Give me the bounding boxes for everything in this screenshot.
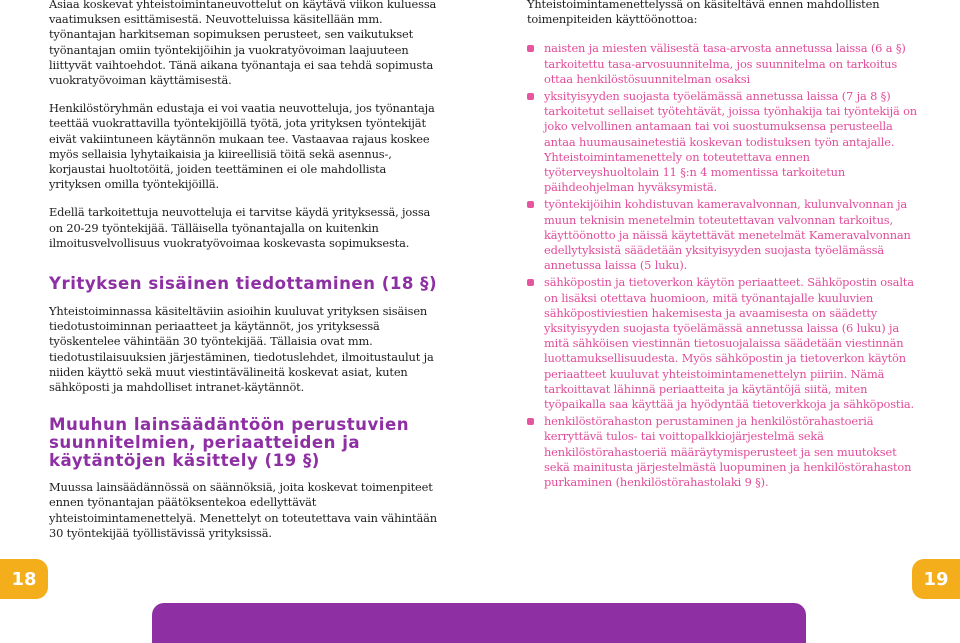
bottom-decorative-bar bbox=[152, 603, 806, 643]
left-column bbox=[49, 0, 441, 554]
paragraph-edella-tarkoitettuja: Edellä tarkoitettuja neuvotteluja ei tarvitse käydä yrityksessä, jossa on 20-29 työntekijää. Tälläisella työnantajalla on kuitenkin ilmoitusvelvollisuus vuokratyövoimaa koskevasta sopimuksesta. bbox=[49, 205, 431, 250]
list-item: naisten ja miesten välisestä tasa-arvosta annetussa laissa (6 a §) tarkoitettu tasa-arvosuunnitelma, jos suunnitelma on tarkoitus ottaa henkilöstösuunnitelman osaksi bbox=[527, 41, 919, 87]
section-heading-lainsaadanto: Muuhun lainsäädäntöön perustuvien suunnitelmien, periaatteiden ja käytäntöjen käsittely (19 §) bbox=[49, 415, 410, 471]
bullet-square-icon bbox=[527, 201, 534, 208]
section-heading-tiedottaminen: Yrityksen sisäinen tiedottaminen (18 §) bbox=[49, 274, 438, 294]
bullet-square-icon bbox=[527, 418, 534, 425]
intro-text: Yhteistoimintamenettelyssä on käsiteltävä ennen mahdollisten toimenpiteiden käyttöönottoa: bbox=[527, 0, 880, 27]
right-column bbox=[527, 0, 919, 492]
paragraph-lainsaadanto: Muussa lainsäädännössä on säännöksiä, joita koskevat toimenpiteet ennen työnantajan päätöksentekoa edellyttävät yhteistoimintamenettelyä. Menettelyt on toteutettava vain vähintään 30 työntekijää työllistävissä yrityksissä. bbox=[49, 480, 437, 540]
bullet-square-icon bbox=[527, 93, 534, 100]
page-number-right: 19 bbox=[912, 559, 960, 599]
page-number-left: 18 bbox=[0, 559, 48, 599]
bullet-list bbox=[527, 41, 919, 490]
list-item: henkilöstörahaston perustaminen ja henkilöstörahastoeriä kerryttävä tulos- tai voittopalkkiojärjestelmä sekä henkilöstörahastoeriä määräytymisperusteet ja sen muutokset sekä mainitusta järjestelmästä luopuminen ja henkilöstörahaston purkaminen (henkilöstörahastolaki 9 §). bbox=[527, 414, 919, 490]
bullet-square-icon bbox=[527, 279, 534, 286]
paragraph-tiedottaminen: Yhteistoiminnassa käsiteltäviin asioihin kuuluvat yrityksen sisäisen tiedotustoiminnan periaatteet ja käytännöt, jos yrityksessä työskentelee vähintään 30 työntekijää. Tällaisia ovat mm. tiedotustilaisuuksien järjestäminen, tiedotuslehdet, ilmoitustaulut ja niiden käyttö sekä muut viestintävälineitä koskevat asiat, kuten sähköposti ja mahdolliset intranet-käytännöt. bbox=[49, 304, 434, 395]
list-item: yksityisyyden suojasta työelämässä annetussa laissa (7 ja 8 §) tarkoitetut sellaiset työtehtävät, joissa työnhakija tai työntekijä on joko velvollinen antamaan tai voi suostumuksensa perusteella antaa huumausainetestiä koskevan todistuksen työn antajalle. Yhteistoimintamenettely on toteutettava ennen työterveyshuoltolain 11 §:n 4 momentissa tarkoitetun päihdeohjelman hyväksymistä. bbox=[527, 89, 919, 195]
list-item: työntekijöihin kohdistuvan kameravalvonnan, kulunvalvonnan ja muun teknisin menetelmin toteutettavan valvonnan tarkoitus, käyttöönotto ja näissä käytettävät menetelmät Kameravalvonnan edellytyksistä säädetään yksityisyyden suojasta työelämässä annetussa laissa (5 luku). bbox=[527, 197, 919, 273]
paragraph-henkilostoryhma: Henkilöstöryhmän edustaja ei voi vaatia neuvotteluja, jos työnantaja teettää vuokrattavilla työntekijöillä työtä, jota yrityksen työntekijät eivät vakiintuneen käytännön mukaan tee. Vastaavaa rajaus koskee myös sellaisia lyhytaikaisia ja kiireellisiä töitä sekä asennus-, korjaustai huoltotöitä, joiden teettäminen ei ole mahdollista yrityksen omilla työntekijöillä. bbox=[49, 101, 435, 192]
paragraph-vuokratyo-neuvottelut: Asiaa koskevat yhteistoimintaneuvottelut on käytävä viikon kuluessa vaatimuksen esittämisestä. Neuvotteluissa käsitellään mm. työnantajan harkitseman sopimuksen perusteet, sen vaikutukset työnantajan omiin työntekijöihin ja vuokratyövoiman laajuuteen liittyvät vaihtoehdot. Tänä aikana työnantaja ei saa tehdä sopimusta vuokratyövoiman käyttämisestä. bbox=[49, 0, 437, 88]
list-item: sähköpostin ja tietoverkon käytön periaatteet. Sähköpostin osalta on lisäksi otettava huomioon, mitä työnantajalle kuuluvien sähköpostiviestien hakemisesta ja avaamisesta on säädetty yksityisyyden suojasta työelämässä annetussa laissa (6 luku) ja mitä sähköisen viestinnän tietosuojalaissa säädetään viestinnän luottamuksellisuudesta. Myös sähköpostin ja tietoverkon käytön periaatteet kuuluvat yhteistoimintamenettelyn piiriin. Nämä tarkoittavat lähinnä periaatteita ja käytäntöjä siitä, miten työpaikalla saa käyttää ja hyödyntää tietoverkkoja ja sähköpostia. bbox=[527, 275, 919, 412]
bullet-square-icon bbox=[527, 45, 534, 52]
